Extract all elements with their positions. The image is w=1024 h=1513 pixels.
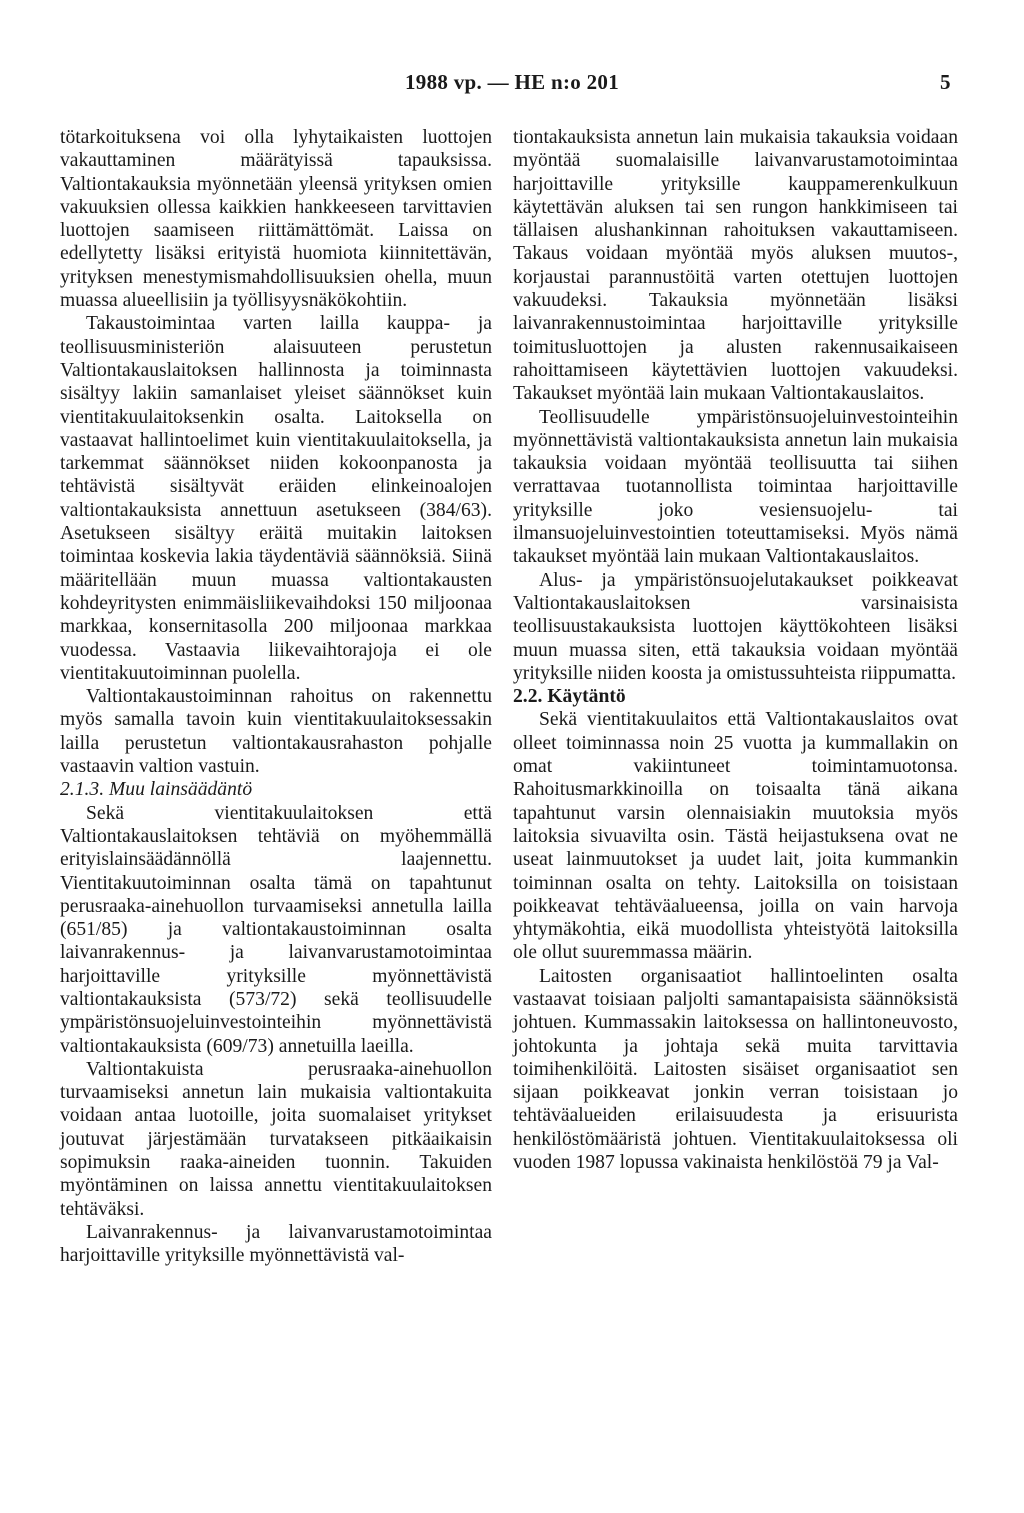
- paragraph: Alus- ja ympäristönsuojelutakaukset poikkeavat Valtiontakauslaitoksen varsinaisista teollisuustakauksista luottojen käyttökohteen lisäksi muun muassa siten, että takauksia voidaan myöntää yrityksille niiden koosta ja omistussuhteista riippumatta.: [513, 569, 958, 684]
- section-heading: 2.1.3. Muu lainsäädäntö: [60, 779, 253, 801]
- paragraph: Sekä vientitakuulaitoksen että Valtiontakauslaitoksen tehtäviä on myöhemmällä erityislainsäädännöllä laajennettu. Vientitakuutoiminnan osalta tämä on tapahtunut perusraaka-ainehuollon turvaamiseksi annetulla lailla (651/85) ja valtiontakaustoiminnan osalta laivanrakennus- ja laivanvarustamotoimintaa harjoittaville yrityksille myönnettävistä valtiontakauksista (573/72) sekä teollisuudelle ympäristönsuojeluinvestointeihin myönnettävistä valtiontakauksista (609/73) annetuilla laeilla.: [60, 802, 492, 1057]
- section-heading: 2.2. Käytäntö: [513, 686, 626, 708]
- paragraph: Teollisuudelle ympäristönsuojeluinvestointeihin myönnettävistä valtiontakauksista annetun lain mukaisia takauksia voidaan myöntää teollisuutta tai siihen verrattavaa tuotannollista toimintaa harjoittaville yrityksille joko vesiensuojelu- tai ilmansuojeluinvestointien toteuttamiseksi. Myös nämä takaukset myöntää lain mukaan Valtiontakauslaitos.: [513, 406, 958, 568]
- paragraph: Laitosten organisaatiot hallintoelinten osalta vastaavat toisiaan paljolti samantapaisista säännöksistä johtuen. Kummassakin laitoksessa on hallintoneuvosto, johtokunta ja johtaja sekä muita tarvittavia toimihenkilöitä. Laitosten sisäiset organisaatiot sen sijaan poikkeavat jonkin verran toisistaan jo tehtäväalueiden erilaisuudesta ja erisuurista henkilöstömääristä johtuen. Vientitakuulaitoksessa oli vuoden 1987 lopussa vakinaista henkilöstöä 79 ja Val-: [513, 965, 958, 1174]
- paragraph: Valtiontakuista perusraaka-ainehuollon turvaamiseksi annetun lain mukaisia valtiontakuita voidaan antaa luotoille, joita suomalaiset yritykset joutuvat järjestämään turvatakseen pitkäaikaisin sopimuksin raaka-aineiden tuonnin. Takuiden myöntäminen on laissa annettu vientitakuulaitoksen tehtäväksi.: [60, 1058, 492, 1220]
- page-header: [0, 60, 1024, 100]
- paragraph: Sekä vientitakuulaitos että Valtiontakauslaitos ovat olleet toiminnassa noin 25 vuotta ja kummallakin on omat vakiintuneet toimintamuotonsa. Rahoitusmarkkinoilla on toisaalta tänä aikana tapahtunut varsin olennaisiakin muutoksia myös laitoksia sivuavilta osin. Tästä heijastuksena ovat ne useat lainmuutokset ja uudet lait, joita kummankin toiminnan osalta on tehty. Laitoksilla on toisistaan poikkeavat tehtäväalueensa, joilla on vain harvoja yhtymäkohtia, eikä muodollista yhteistyötä laitoksilla ole ollut suuremmassa määrin.: [513, 709, 958, 964]
- right-column: [513, 126, 958, 1174]
- paragraph: Laivanrakennus- ja laivanvarustamotoimintaa harjoittaville yrityksille myönnettävistä val-: [60, 1221, 492, 1267]
- page-title: 1988 vp. — HE n:o 201: [405, 70, 619, 94]
- page-number: 5: [940, 70, 951, 94]
- left-column: [60, 126, 492, 1268]
- paragraph: tiontakauksista annetun lain mukaisia takauksia voidaan myöntää suomalaisille laivanvarustamotoimintaa harjoittaville yrityksille kauppamerenkulkuun käytettävän aluksen tai sen rungon hankkimiseen tai tällaisen alushankinnan rahoituksen vakauttamiseen. Takaus voidaan myöntää myös aluksen muutos-, korjaustai parannustöitä varten otettujen luottojen vakuudeksi. Takauksia myönnetään lisäksi laivanrakennustoimintaa harjoittaville yrityksille toimitusluottojen ja alusten rakennusaikaiseen rahoittamiseen käytettävien luottojen vakuudeksi. Takaukset myöntää lain mukaan Valtiontakauslaitos.: [513, 127, 958, 405]
- paragraph: Valtiontakaustoiminnan rahoitus on rakennettu myös samalla tavoin kuin vientitakuulaitoksessakin lailla perustetun valtiontakausrahaston pohjalle vastaavin valtion vastuin.: [60, 686, 492, 778]
- paragraph: tötarkoituksena voi olla lyhytaikaisten luottojen vakauttaminen määrätyissä tapauksissa. Valtiontakauksia myönnetään yleensä yrityksen omien vakuuksien ollessa kaikkien hankkeeseen tarvittavien luottojen saamiseen riittämättömät. Laissa on edellytetty lisäksi erityistä huomiota kiinnitettävän, yrityksen menestymismahdollisuuksien ohella, muun muassa alueellisiin ja työllisyysnäkökohtiin.: [60, 127, 492, 312]
- paragraph: Takaustoimintaa varten lailla kauppa- ja teollisuusministeriön alaisuuteen perustetun Valtiontakauslaitoksen hallinnosta ja toiminnasta sisältyy lakiin samanlaiset yleiset säännökset kuin vientitakuulaitoksenkin osalta. Laitoksella on vastaavat hallintoelimet kuin vientitakuulaitoksella, ja tarkemmat säännökset niiden kokoonpanosta ja tehtävistä sisältyvät eräiden elinkeinoalojen valtiontakauksista annettuun asetukseen (384/63). Asetukseen sisältyy eräitä muitakin laitoksen toimintaa koskevia lakia täydentäviä säännöksiä. Siinä määritellään muun muassa valtiontakausten kohdeyritysten enimmäisliikevaihdoksi 150 miljoonaa markkaa, konsernitasolla 200 miljoonaa markkaa vuodessa. Vastaavia liikevaihtorajoja ei ole vientitakuutoiminnan puolella.: [60, 313, 492, 684]
